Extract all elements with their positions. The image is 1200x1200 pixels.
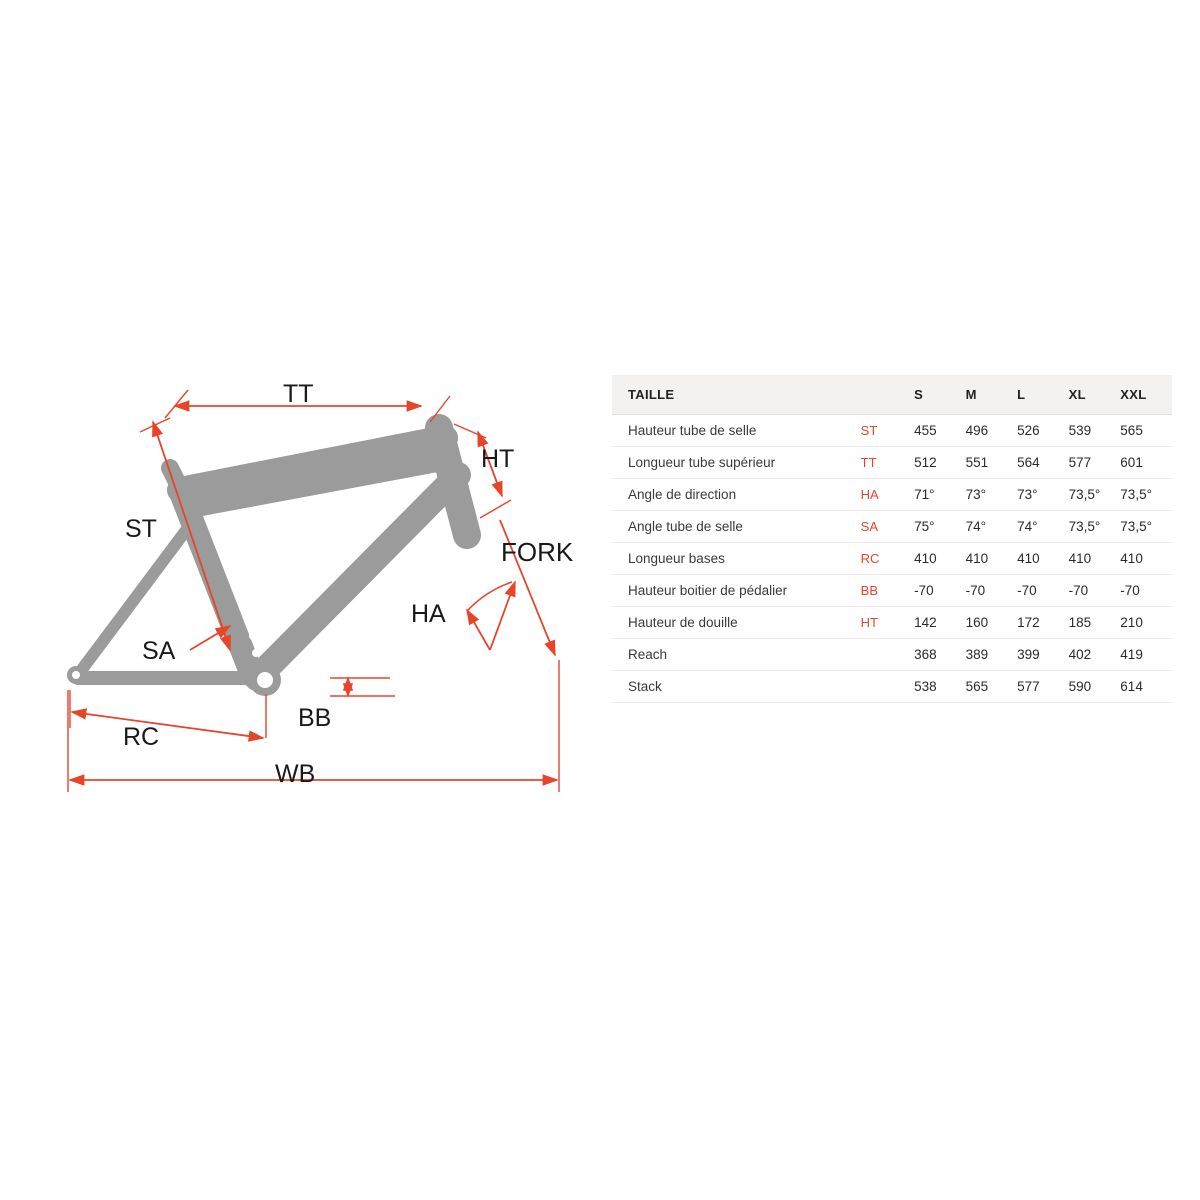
cell-m: 160: [966, 607, 1018, 639]
row-label: Reach: [612, 639, 861, 671]
cell-xl: 577: [1069, 447, 1121, 479]
header-size-xxl: XXL: [1120, 375, 1172, 415]
cell-s: 75°: [914, 511, 966, 543]
bottle-boss: [252, 649, 260, 657]
row-code: ST: [861, 415, 914, 447]
table-header-row: [612, 375, 1172, 415]
cell-s: 455: [914, 415, 966, 447]
cell-m: 73°: [966, 479, 1018, 511]
label-wb: WB: [275, 760, 316, 788]
label-ht: HT: [481, 445, 515, 473]
cell-m: 551: [966, 447, 1018, 479]
table-header: [612, 375, 1172, 415]
row-code: [861, 671, 914, 703]
cell-l: 526: [1017, 415, 1069, 447]
row-label: Hauteur de douille: [612, 607, 861, 639]
table-row: [612, 671, 1172, 703]
row-code: HA: [861, 479, 914, 511]
cell-xxl: 410: [1120, 543, 1172, 575]
cell-s: 142: [914, 607, 966, 639]
row-code: SA: [861, 511, 914, 543]
header-code: [861, 375, 914, 415]
cell-m: 74°: [966, 511, 1018, 543]
label-sa: SA: [142, 637, 176, 665]
row-label: Angle de direction: [612, 479, 861, 511]
label-st: ST: [125, 515, 157, 543]
bottle-boss: [249, 632, 257, 640]
label-ha: HA: [411, 600, 446, 628]
table-row: [612, 543, 1172, 575]
cell-s: 71°: [914, 479, 966, 511]
header-size-m: M: [966, 375, 1018, 415]
row-label: Hauteur boitier de pédalier: [612, 575, 861, 607]
cell-m: 565: [966, 671, 1018, 703]
table-row: [612, 447, 1172, 479]
cell-xxl: 614: [1120, 671, 1172, 703]
row-code: HT: [861, 607, 914, 639]
row-code: RC: [861, 543, 914, 575]
header-size-xl: XL: [1069, 375, 1121, 415]
table-body: [612, 415, 1172, 703]
rear-dropout-hole: [72, 671, 80, 679]
cell-xxl: 565: [1120, 415, 1172, 447]
cell-l: 172: [1017, 607, 1069, 639]
row-code: BB: [861, 575, 914, 607]
cell-xl: 410: [1069, 543, 1121, 575]
cell-xl: 73,5°: [1069, 479, 1121, 511]
table-row: [612, 479, 1172, 511]
cell-m: 496: [966, 415, 1018, 447]
cell-xl: 73,5°: [1069, 511, 1121, 543]
cell-l: 410: [1017, 543, 1069, 575]
table-row: [612, 511, 1172, 543]
header-taille: TAILLE: [612, 375, 861, 415]
label-tt: TT: [283, 380, 314, 408]
row-label: Longueur bases: [612, 543, 861, 575]
frame-geometry-diagram: [30, 360, 590, 810]
cell-s: -70: [914, 575, 966, 607]
cell-xxl: 210: [1120, 607, 1172, 639]
cell-m: 389: [966, 639, 1018, 671]
cell-l: 399: [1017, 639, 1069, 671]
label-bb: BB: [298, 704, 332, 732]
cell-xxl: 73,5°: [1120, 511, 1172, 543]
row-label: Stack: [612, 671, 861, 703]
geometry-table-container: [612, 375, 1172, 703]
row-code: [861, 639, 914, 671]
cell-l: 73°: [1017, 479, 1069, 511]
header-size-l: L: [1017, 375, 1069, 415]
table-row: [612, 575, 1172, 607]
cell-s: 368: [914, 639, 966, 671]
table-row: [612, 415, 1172, 447]
cell-l: 577: [1017, 671, 1069, 703]
cell-xxl: 419: [1120, 639, 1172, 671]
cell-xl: 185: [1069, 607, 1121, 639]
cell-s: 538: [914, 671, 966, 703]
table-row: [612, 639, 1172, 671]
cell-xxl: 73,5°: [1120, 479, 1172, 511]
cell-l: 564: [1017, 447, 1069, 479]
row-label: Hauteur tube de selle: [612, 415, 861, 447]
cell-m: -70: [966, 575, 1018, 607]
row-code: TT: [861, 447, 914, 479]
cell-xl: 402: [1069, 639, 1121, 671]
cell-xl: 539: [1069, 415, 1121, 447]
label-rc: RC: [123, 723, 160, 751]
table-row: [612, 607, 1172, 639]
cell-s: 512: [914, 447, 966, 479]
cell-xl: 590: [1069, 671, 1121, 703]
cell-s: 410: [914, 543, 966, 575]
bottom-bracket-hole: [257, 672, 273, 688]
cell-m: 410: [966, 543, 1018, 575]
cell-xxl: 601: [1120, 447, 1172, 479]
label-fork: FORK: [501, 537, 574, 567]
cell-l: 74°: [1017, 511, 1069, 543]
cell-l: -70: [1017, 575, 1069, 607]
row-label: Angle tube de selle: [612, 511, 861, 543]
row-label: Longueur tube supérieur: [612, 447, 861, 479]
geometry-table: [612, 375, 1172, 703]
cell-xl: -70: [1069, 575, 1121, 607]
cell-xxl: -70: [1120, 575, 1172, 607]
header-size-s: S: [914, 375, 966, 415]
